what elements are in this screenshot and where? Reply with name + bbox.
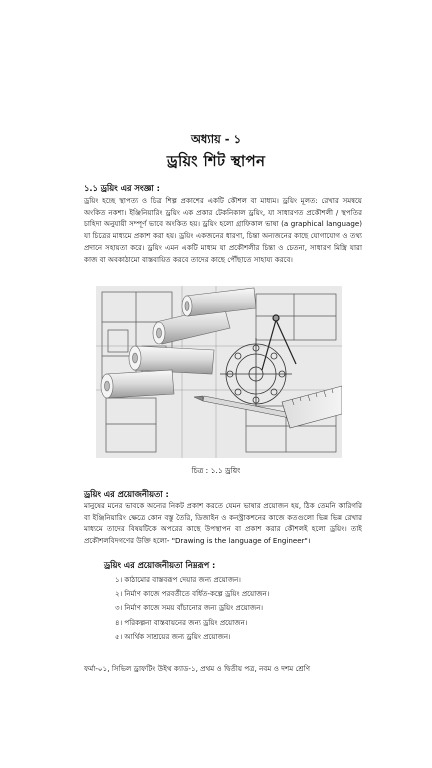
needs-heading: ড্রয়িং এর প্রয়োজনীয়তা নিম্নরূপ : <box>104 560 216 570</box>
needs-list <box>115 573 269 644</box>
drawing-figure <box>96 286 342 458</box>
blueprint-illustration <box>96 286 342 458</box>
list-item: ৪। পরিকল্পনা বাস্তবায়নের জন্য ড্রয়িং প্রয়োজন। <box>115 617 248 627</box>
list-item: ৫। আর্থিক সাশ্রয়ের জন্য ড্রয়িং প্রয়োজন। <box>115 631 231 641</box>
section-heading: ১.১ ড্রয়িং এর সংজ্ঞা : <box>84 183 160 193</box>
figure-caption: চিত্র : ১.১ ড্রয়িং <box>191 466 241 475</box>
importance-paragraph: মানুষের মনের ভাবকে অন্যের নিকট প্রকাশ করতে যেমন ভাষার প্রয়োজন হয়, ঠিক তেমনি কারিগরি বা ইঞ্জিনিয়ারিং ক্ষেত্রে কোন বস্তু তৈরি, ডিজাইন ও কনস্ট্রাকশনের কাজে কতগুলো ভিন্ন ভিন্ন রেখার মাধ্যমে তাদের বিষয়টিকে অপরের কাছে উপস্থাপন বা প্রকাশ করার কৌশলই হলো ড্রয়িং। তাই প্রকৌশলবিদগণের উক্তি হলো- "Drawing is the language of Engineer"। <box>84 501 362 546</box>
chapter-label: অধ্যায় - ১ <box>190 132 242 146</box>
list-item: ৩। নির্মাণ কাজে সময় বাঁচানোর জন্য ড্রয়িং প্রয়োজন। <box>115 603 264 613</box>
list-item: ২। নির্মাণ কাজে পরবর্তীতে বর্ধিত-কল্পে ড্রয়িং প্রয়োজন। <box>115 589 270 599</box>
list-item: ১। কাঠামোর বাস্তবরূপ দেয়ার জন্য প্রয়োজন। <box>115 575 241 584</box>
page-footer: ফর্মা-০১, সিভিল ড্রাফটিং উইথ ক্যাড-১, প্রথম ও দ্বিতীয় পত্র, নবম ও দশম শ্রেণি <box>84 664 311 673</box>
page-title: ড্রয়িং শিট স্থাপন <box>166 152 266 170</box>
definition-paragraph: ড্রয়িং হচ্ছে স্থাপত্য ও চিত্র শিল্প প্রকাশের একটি কৌশল বা মাধ্যম। ড্রয়িং মূলত: রেখার সমন্বয়ে অংকিত নকশা। ইঞ্জিনিয়ারিং ড্রয়িং এক প্রকার টেকনিকাল ড্রয়িং, যা সাধারণত প্রকৌশলী / স্থপতির চাহিদা অনুযায়ী সম্পূর্ণ ভাবে অংকিত হয়। ড্রয়িং হলো গ্রাফিকাল ভাষা (a graphical language) যা চিত্রের মাধ্যমে প্রকাশ করা হয়। ড্রয়িং একজনের ধারণা, চিন্তা অন্যজনের কাছে যোগাযোগ ও তথ্য প্রদানে সহায়তা করে। ড্রয়িং এমন একটি মাধ্যম যা প্রকৌশলীর চিন্তা ও চেতনা, সাধারণ মিস্ত্রি যারা কাজ বা অবকাঠামো বাস্তবায়িত করবে তাদের কাছে পৌঁছাতে সাহায্য করবে। <box>84 196 362 264</box>
importance-heading: ড্রয়িং এর প্রয়োজনীয়তা : <box>84 489 169 499</box>
